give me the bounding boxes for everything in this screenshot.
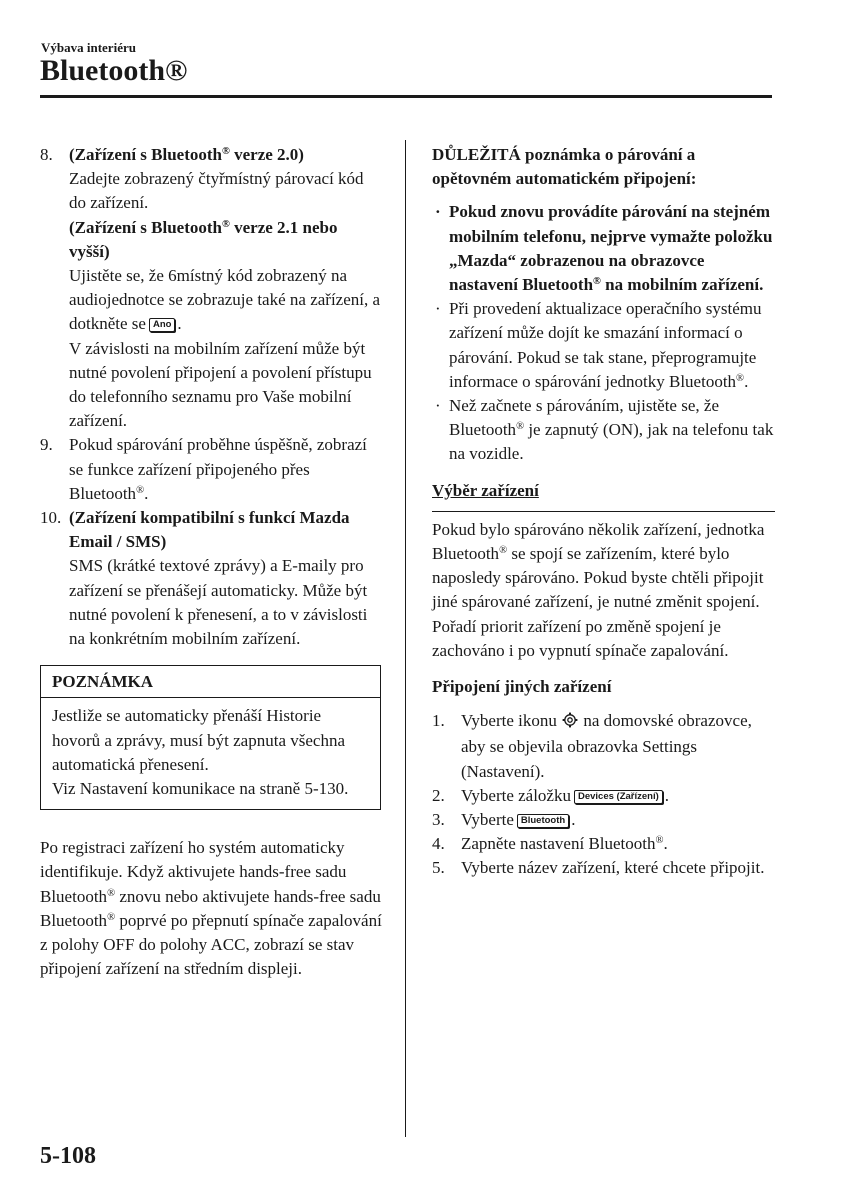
note-body bbox=[41, 698, 380, 809]
bluetooth-button: Bluetooth bbox=[517, 814, 569, 828]
step-heading: (Zařízení s Bluetooth® verze 2.1 nebo vyšší) bbox=[69, 217, 338, 261]
pairing-steps bbox=[40, 143, 382, 651]
note-text: Viz Nastavení komunikace na straně 5-130. bbox=[52, 779, 349, 799]
other-devices-heading: Připojení jiných zařízení bbox=[432, 677, 612, 697]
step-10 bbox=[40, 506, 382, 651]
step-number: 3. bbox=[432, 810, 445, 830]
step-heading: (Zařízení s Bluetooth® verze 2.0) bbox=[69, 145, 304, 164]
section-label: Výbava interiéru bbox=[41, 40, 136, 55]
page-title: Bluetooth® bbox=[40, 54, 188, 87]
step-number: 9. bbox=[40, 435, 53, 455]
step-text: Zadejte zobrazený čtyřmístný párovací kód do zařízení. bbox=[69, 169, 364, 213]
step-text: V závislosti na mobilním zařízení může být nutné povolení připojení a povolení přístupu do telefonního seznamu pro Vaše mobilní zařízení. bbox=[69, 338, 372, 431]
step-text: Ujistěte se, že 6místný kód zobrazený na audiojednotce se zobrazuje také na zařízení, a dotkněte se Ano . bbox=[69, 266, 381, 334]
bullet-dot: · bbox=[435, 299, 441, 319]
step-heading: (Zařízení kompatibilní s funkcí Mazda Email / SMS) bbox=[69, 508, 350, 552]
bullet-item: · Pokud znovu provádíte párování na stejném mobilním telefonu, nejprve vymažte položku „Mazda“ zobrazenou na obrazovce nastavení Bluetooth® na mobilním zařízení. bbox=[435, 202, 773, 295]
step-1: 1. Vyberte ikonu na domovské obrazovce, aby se objevila obrazovka Settings (Nastavení). bbox=[432, 711, 752, 781]
note-text: Jestliže se automaticky přenáší Historie hovorů a zprávy, musí být zapnuta všechna automatická přenesení. bbox=[52, 706, 346, 774]
step-8 bbox=[40, 143, 382, 433]
important-heading: DŮLEŽITÁ poznámka o párování a opětovném automatickém připojení: bbox=[432, 145, 697, 189]
page-number: 5-108 bbox=[40, 1143, 96, 1169]
step-number: 1. bbox=[432, 711, 445, 731]
registration-paragraph: Po registraci zařízení ho systém automaticky identifikuje. Když aktivujete hands-free sadu Bluetooth® znovu nebo aktivujete hands-free sadu Bluetooth® poprvé po přepnutí spínače zapalování z polohy OFF do polohy ACC, zobrazí se stav připojení zařízení na středním displeji. bbox=[40, 838, 382, 979]
left-column bbox=[40, 143, 382, 982]
step-number: 8. bbox=[40, 145, 53, 164]
bullet-item: · Při provedení aktualizace operačního systému zařízení může dojít ke smazání informací o párování. Pokud se tak stane, přeprogramujte informace o spárování jednotky Bluetooth®. bbox=[435, 299, 762, 391]
device-selection-text: Pokud bylo spárováno několik zařízení, jednotka Bluetooth® se spojí se zařízením, které bylo naposledy spárováno. Pokud byste chtěli připojit jiné spárované zařízení, je nutné změnit spojení. Pořadí priorit zařízení po změně spojení je zachováno i po vypnutí spínače zapalování. bbox=[432, 519, 765, 660]
step-number: 5. bbox=[432, 858, 445, 878]
devices-tab-button: Devices (Zařízení) bbox=[574, 790, 663, 804]
other-devices-steps bbox=[432, 709, 775, 880]
step-number: 4. bbox=[432, 834, 445, 854]
ano-button: Ano bbox=[149, 318, 175, 332]
bullet-dot: · bbox=[435, 202, 441, 222]
step-5: 5. Vyberte název zařízení, které chcete připojit. bbox=[432, 856, 775, 880]
step-number: 10. bbox=[40, 508, 62, 528]
step-4: 4. Zapněte nastavení Bluetooth®. bbox=[432, 832, 775, 856]
right-column bbox=[432, 143, 775, 881]
step-9 bbox=[40, 433, 382, 506]
step-text: Pokud spárování proběhne úspěšně, zobrazí se funkce zařízení připojeného přes Bluetooth®. bbox=[69, 435, 367, 503]
gear-icon bbox=[562, 711, 578, 735]
step-2: 2. Vyberte záložku Devices (Zařízení) . bbox=[432, 784, 775, 808]
column-divider bbox=[405, 140, 406, 1137]
title-rule bbox=[40, 95, 772, 98]
important-bullets bbox=[432, 200, 775, 466]
heading-rule bbox=[432, 511, 775, 512]
device-selection-heading: Výběr zařízení bbox=[432, 480, 539, 500]
step-text: SMS (krátké textové zprávy) a E-maily pro zařízení se přenášejí automaticky. Může být nutné povolení k přenesení, a to v závislosti na konkrétním mobilním zařízení. bbox=[69, 556, 368, 649]
bullet-item: · Než začnete s párováním, ujistěte se, že Bluetooth® je zapnutý (ON), jak na telefonu tak na vozidle. bbox=[435, 396, 774, 464]
note-box bbox=[40, 665, 381, 810]
step-number: 2. bbox=[432, 785, 445, 805]
bullet-dot: · bbox=[435, 396, 441, 416]
step-3: 3. Vyberte Bluetooth . bbox=[432, 808, 775, 832]
note-title: POZNÁMKA bbox=[41, 666, 380, 698]
